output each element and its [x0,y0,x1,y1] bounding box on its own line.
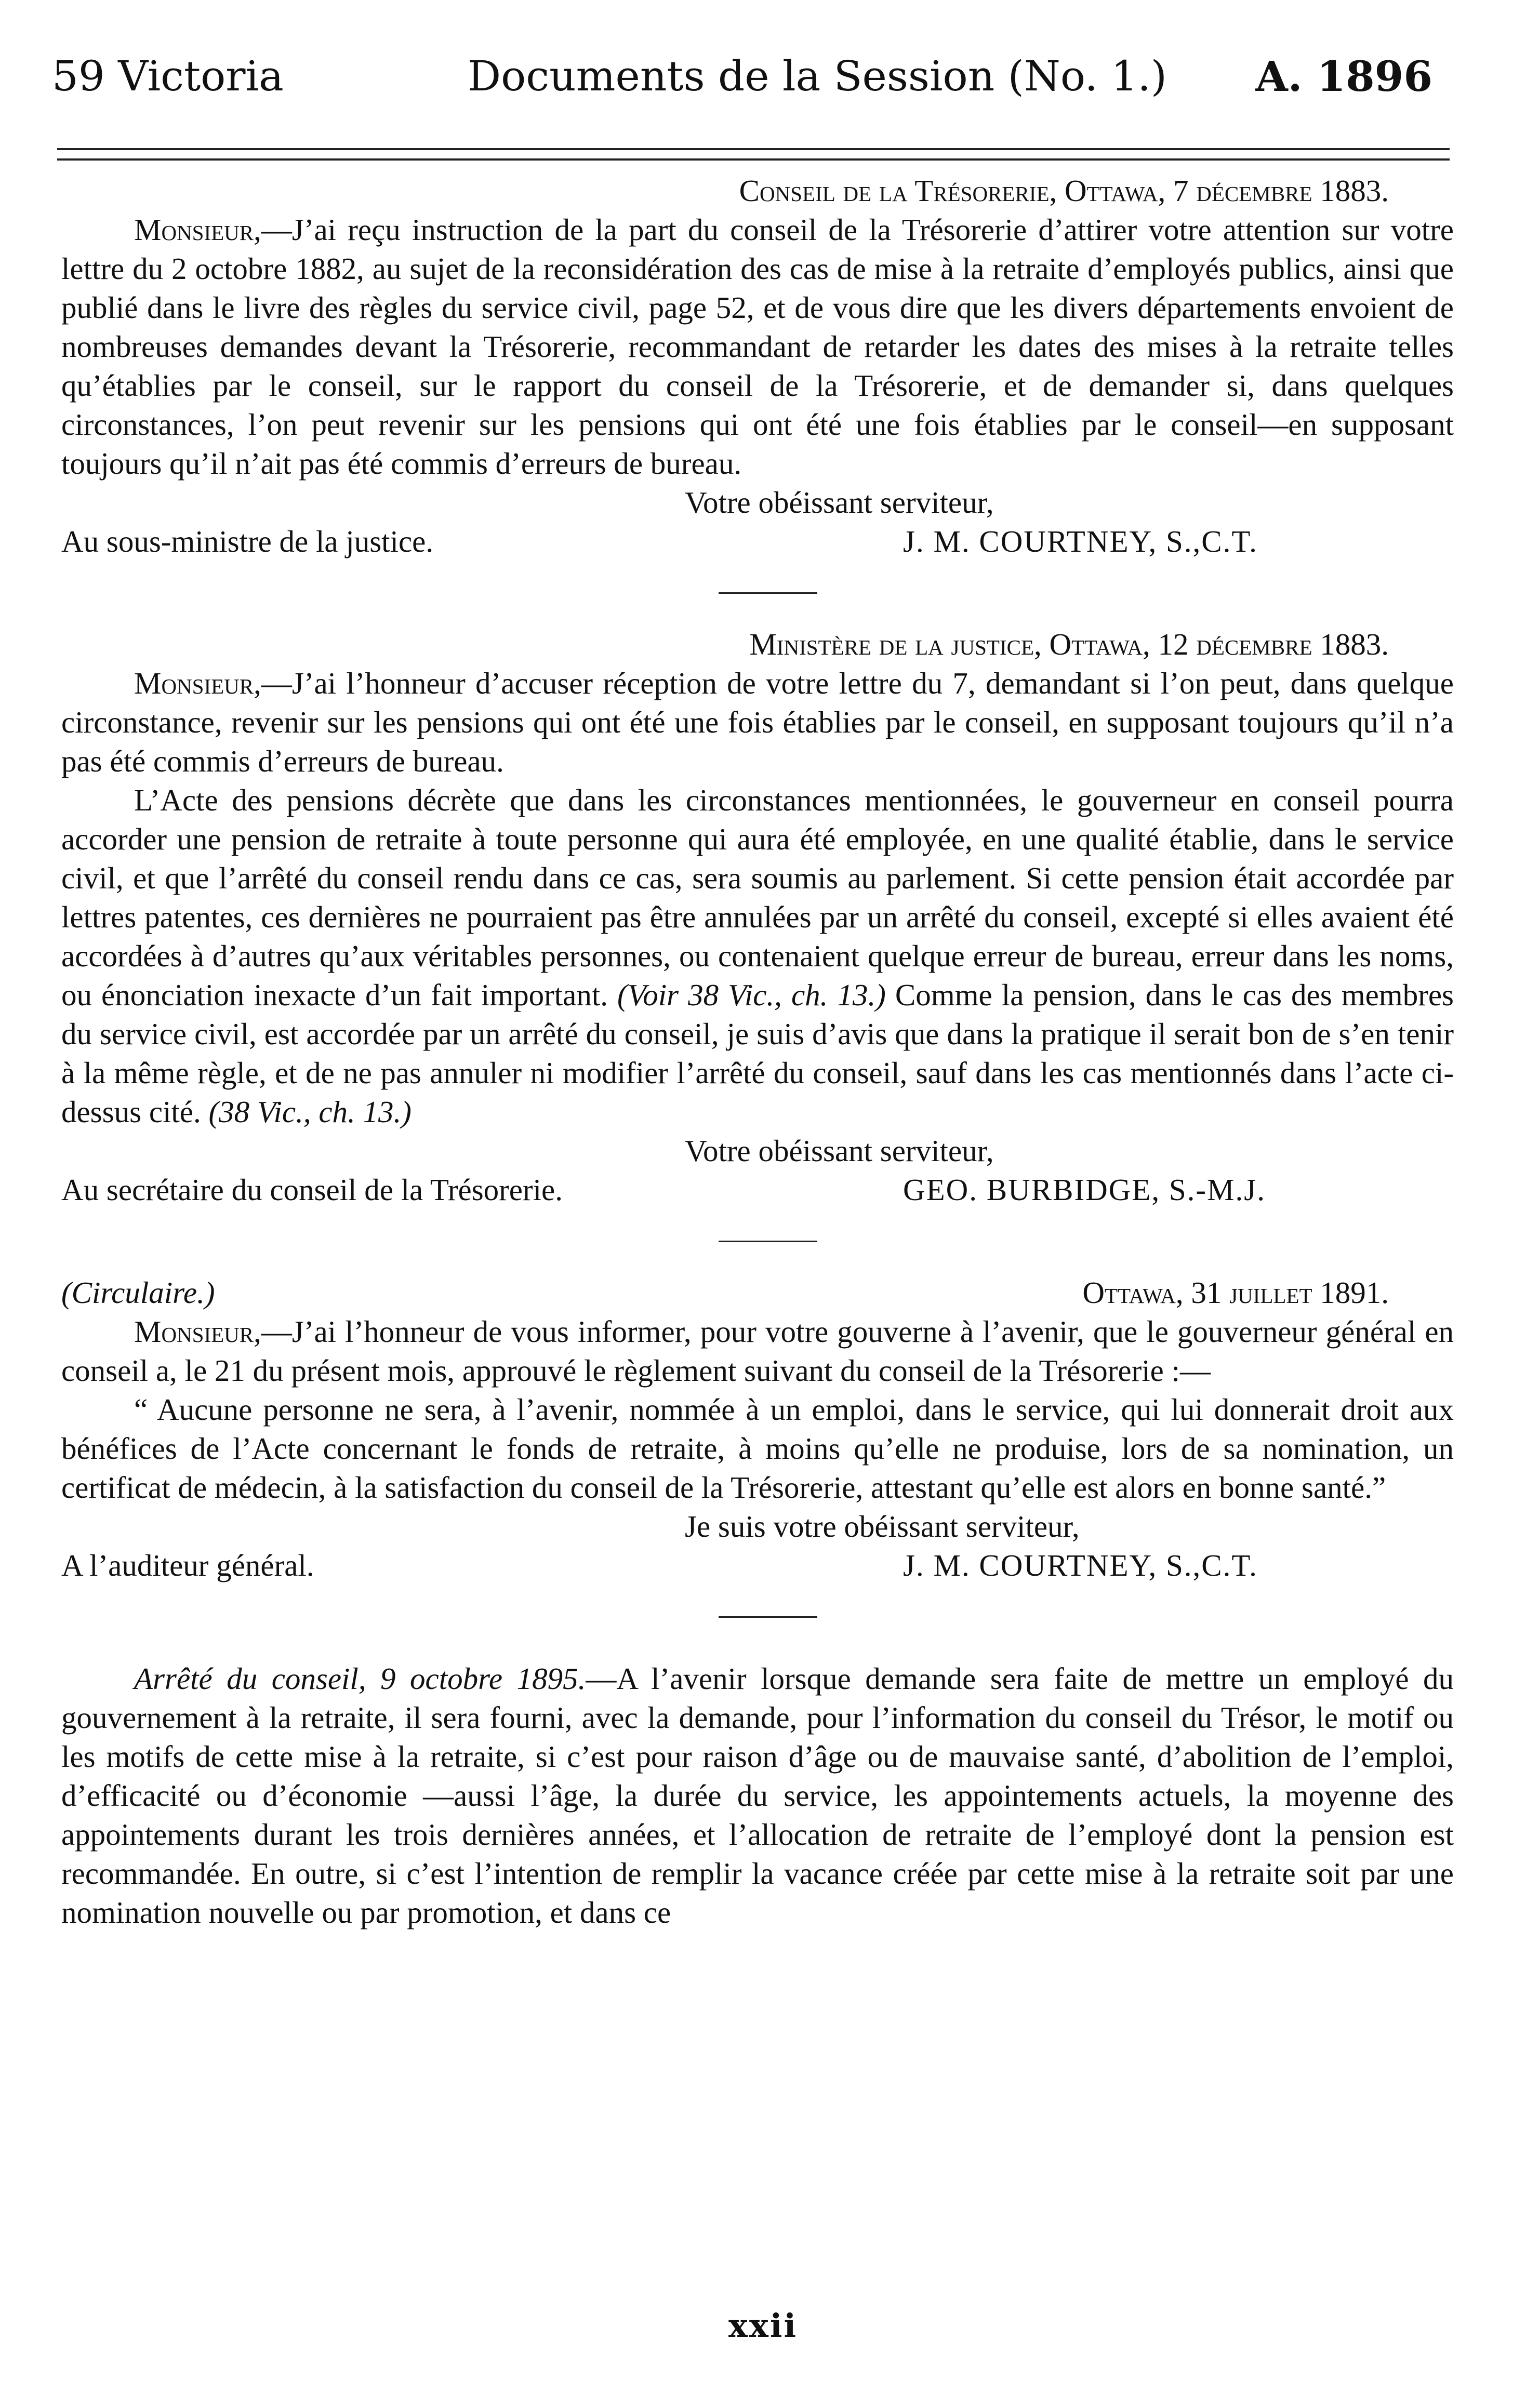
page-number: xxii [728,2307,798,2345]
letter3-paragraph [61,1312,1454,1390]
circular-1891 [61,1273,1454,1585]
letter3-quote: “ Aucune personne ne sera, à l’avenir, nommée à un emploi, dans le service, qui lui donnerait droit aux bénéfices de l’Acte concernant le fonds de retraite, à moins qu’elle ne produise, lors de sa nomination, un certificat de médecin, à la satisfaction du conseil de la Trésorerie, attestant qu’elle est alors en bonne santé.” [61,1392,1454,1505]
letter3-header-row [61,1273,1454,1312]
letter3-body: —J’ai l’honneur de vous informer, pour votre gouverne à l’avenir, que le gouverneur général en conseil a, le 21 du présent mois, approuvé le règlement suivant du conseil de la Trésorerie :— [61,1314,1454,1388]
letter2-paragraph-2 [61,781,1454,1132]
header-year: A. 1896 [1255,52,1432,101]
letter2-closing: Votre obéissant serviteur, [685,1134,994,1168]
letter1-signature-row [61,522,1454,561]
letter1-addressee: Au sous-ministre de la justice. [61,524,434,558]
letter2-reference-2: (38 Vic., ch. 13.) [208,1095,412,1129]
header-rule-top [57,148,1450,150]
header-rule-bottom [57,158,1450,161]
letter2-salutation: Monsieur, [134,666,261,700]
letter3-salutation: Monsieur, [134,1314,261,1349]
letter3-closing: Je suis votre obéissant serviteur, [685,1509,1080,1544]
document-body [61,171,1454,1932]
order-body: —A l’avenir lorsque demande sera faite de mettre un employé du gouvernement à la retraite, il sera fourni, avec la demande, pour l’information du conseil du Trésor, le motif ou les motifs de cette mise à la retraite, si c’est pour raison d’âge ou de mauvaise santé, d’abolition de l’emploi, d’efficacité ou d’économie —aussi l’âge, la durée du service, les appointements actuels, la moyenne des appointements durant les trois dernières années, et l’allocation de retraite de l’employé dont la pension est recommandée. En outre, si c’est l’intention de remplir la vacance créée par cette mise à la retraite soit par une nomination nouvelle ou par promotion, et dans ce [61,1661,1454,1930]
section-divider [719,592,817,594]
header-session: 59 Victoria [52,52,284,100]
letter1-salutation: Monsieur, [134,212,261,247]
letter2-body-1: —J’ai l’honneur d’accuser réception de votre lettre du 7, demandant si l’on peut, dans quelque circonstance, revenir sur les pensions qui ont été une fois établies par le conseil, en supposant toujours qu’il n’a pas été commis d’erreurs de bureau. [61,666,1454,778]
order-title: Arrêté du conseil, 9 octobre 1895. [134,1661,586,1696]
letter3-signature: J. M. COURTNEY, S.,C.T. [903,1548,1258,1582]
letter2-reference-1: (Voir 38 Vic., ch. 13.) [617,978,886,1012]
letter2-signature-row [61,1170,1454,1209]
letter3-label: (Circulaire.) [61,1275,215,1310]
letter2-body-2: L’Acte des pensions décrète que dans les circonstances mentionnées, le gouverneur en conseil pourra accorder une pension de retraite à toute personne qui aura été employée, en une qualité établie, dans le service civil, et que l’arrêté du conseil rendu dans ce cas, sera soumis au parlement. Si cette pension était accordée par lettres patentes, ces dernières ne pourraient pas être annulées par un arrêté du conseil, excepté si elles avaient été accordées à d’autres qu’aux véritables personnes, ou contenaient quelque erreur de bureau, erreur dans les noms, ou énonciation inexacte d’un fait important. [61,783,1454,1012]
letter1-paragraph [61,210,1454,483]
letter2-signature: GEO. BURBIDGE, S.-M.J. [903,1173,1266,1207]
section-divider [719,1616,817,1618]
letter3-dateline: Ottawa, 31 juillet 1891. [1082,1275,1389,1310]
letter2-paragraph-1 [61,664,1454,781]
letter1-signature: J. M. COURTNEY, S.,C.T. [903,524,1258,558]
letter2-body-3: Comme la pension, dans le cas des membres du service civil, est accordée par un arrêté du conseil, je suis d’avis que dans la pratique il serait bon de s’en tenir à la même règle, et de ne pas annuler ni modifier l’arrêté du conseil, sauf dans les cas mentionnés dans l’acte ci-dessus cité. [61,978,1454,1129]
header-title: Documents de la Session (No. 1.) [468,52,1167,100]
letter3-addressee: A l’auditeur général. [61,1548,314,1582]
letter1-closing: Votre obéissant serviteur, [685,485,994,520]
order-in-council-1895 [61,1659,1454,1932]
letter-treasury-1883 [61,171,1454,561]
letter2-addressee: Au secrétaire du conseil de la Trésorerie. [61,1173,563,1207]
page-header [52,52,1474,104]
order-paragraph [61,1659,1454,1932]
letter-justice-1883 [61,625,1454,1209]
letter2-dateline: Ministère de la justice, Ottawa, 12 décembre 1883. [749,627,1389,661]
letter1-body: —J’ai reçu instruction de la part du conseil de la Trésorerie d’attirer votre attention sur votre lettre du 2 octobre 1882, au sujet de la reconsidération des cas de mise à la retraite d’employés publics, ainsi que publié dans le livre des règles du service civil, page 52, et de vous dire que les divers départements envoient de nombreuses demandes devant la Trésorerie, recommandant de retarder les dates des mises à la retraite telles qu’établies par le conseil, sur le rapport du conseil de la Trésorerie, et de demander si, dans quelques circonstances, l’on peut revenir sur les pensions qui ont été une fois établies par le conseil—en supposant toujours qu’il n’ait pas été commis d’erreurs de bureau. [61,212,1454,481]
section-divider [719,1241,817,1242]
letter1-dateline: Conseil de la Trésorerie, Ottawa, 7 décembre 1883. [739,174,1389,208]
letter3-signature-row [61,1546,1454,1585]
